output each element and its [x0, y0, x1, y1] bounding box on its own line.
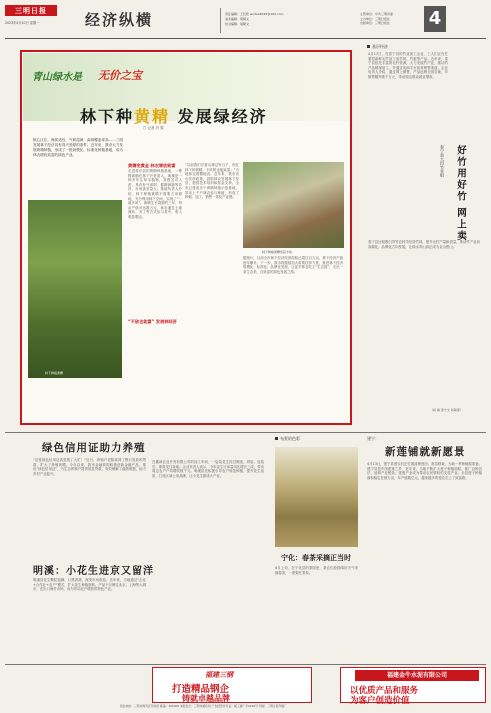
- date-line: 2023年4月10日 星期一: [5, 21, 40, 25]
- green-credit-body: “这张绿色信用证真是帮了大忙！”近日，养殖户老陈拿到了银行发放的贷款，扩大了养殖规模。今年以来，我市金融机构积极创新金融产品，推出“绿色信用证”，为生态养殖户提供低息贷款，有效缓解了融资难题，助力乡村产业振兴。: [33, 458, 146, 476]
- banner-slogan-left: 青山绿水是: [32, 72, 82, 83]
- feature-byline: □ 记者 冯 黎: [143, 126, 164, 130]
- cement-ad-logo: 福建金牛水泥有限公司: [355, 670, 479, 681]
- masthead-logo: 三明日报: [5, 5, 57, 16]
- left-photo-caption: 林下种植黄精: [45, 371, 64, 375]
- subhead-2: “不砍也能富” 发展林经济: [128, 319, 177, 324]
- right-article-body: 4月17日，在泰宁县的竹业加工企业，工人们正在忙着将新鲜毛竹加工成竹筷、竹板等产品。近年来，泰宁县依托丰富的毛竹资源，大力发展竹产业，推动竹产品精深加工，并通过电商平台拓宽销售渠道。企业负责人介绍，通过网上销售，产品远销全国各地，年销售额突破千万元，带动周边群众就业增收。: [368, 52, 448, 79]
- header-rule: [5, 38, 486, 39]
- steel-ad-line-1: 打造精品钢企: [172, 684, 230, 695]
- right-article-signature: （杨 峰 泰宁文 杨敏等）: [430, 408, 463, 412]
- page-footer: 报社地址：三明市梅列区列东街 邮编：365000 本报发行：三明市邮政局 广告经营许可证：闽工商广字0016号 印刷：三明日报印刷厂: [120, 704, 287, 708]
- feature-headline: [80, 104, 268, 127]
- section-rule: [5, 432, 486, 433]
- editor-line-2: 美术编辑：胡顺文: [225, 17, 250, 21]
- right-article-title: 好竹用好竹 网上卖: [455, 145, 466, 243]
- publisher-info: [360, 12, 393, 26]
- forest-photo-left: [28, 200, 122, 378]
- feature-column-2: “以前我们守着山林过穷日子，现在林下种黄精，不砍树也能致富。”当地林农感慨地说。近年来，我市出台扶持政策，鼓励林农发展林下经济，提供技术培训和资金支持。全市已建成多个黄精种植示范基地，带动上千户林农参与种植，形成了种植、加工、销售一体化产业链。: [185, 163, 239, 200]
- photo-section-tag: 布景的色彩: [275, 436, 300, 442]
- steel-ad-logo: 福建三钢: [205, 670, 233, 679]
- tea-photo-title: 宁化：春茶采摘正当时: [281, 553, 351, 562]
- steel-ad-line-2: 铸就卓越品牌: [182, 693, 230, 703]
- page-number: 4: [424, 6, 446, 32]
- lotus-article-body: 4月13日，建宁县莲农们正忙着清理莲田、育苗移栽，为新一季种植做准备。建宁县是中国建莲之乡，近年来，当地不断扩大莲子种植面积，推广良种良法，延伸产业链条，建莲产业成为带动农民增收的支柱产业。全县莲子种植面积稳定在数万亩，年产值数亿元，越来越多的莲农走上了致富路。: [367, 462, 482, 480]
- subhead-1: 黄精变黄金 林农增收致富: [128, 163, 176, 168]
- header-divider: [220, 8, 221, 33]
- jianning-tag: 建宁：: [367, 436, 379, 441]
- headline-part-a: 林下种: [80, 107, 135, 126]
- cement-ad-line-1: 以优质产品和服务: [350, 686, 419, 696]
- lotus-article-title: 新莲铺就新愿景: [385, 446, 466, 458]
- right-photo-caption: 林下种植黄精喜获丰收: [262, 250, 293, 254]
- publisher-line-2: 主办单位：三明日报社: [360, 16, 391, 21]
- tea-harvest-photo: [275, 447, 358, 547]
- editor-line-3: 校对编辑：胡顺文: [225, 22, 250, 26]
- publisher-line-3: 出版单位：三明日报社: [360, 21, 391, 26]
- right-article-subtitle: 泰宁县大田竹业组: [440, 145, 445, 177]
- peanut-article-title: 明溪：小花生进京又留洋: [33, 566, 154, 577]
- green-credit-title: 绿色信用证助力养殖: [42, 442, 146, 454]
- cement-ad-line-2: 为客户创造价值: [350, 696, 410, 706]
- peanut-article-continued: 在鑫润农业开发有限公司的加工车间，一袋袋花生经过筛选、烘焙、包装后，即将发往各地。企业负责人表示，今年花生订单量同比增长三成，带动周边农户户均增收数千元。明溪县还积极引导农户规范种植，提升花生品质，打造区域公用品牌，让小花生做成大产业。: [152, 460, 264, 478]
- feature-column-3: 据统计，目前全市林下经济经营面积已超过百万亩，林下经济产值逐年攀升。下一步，我市将继续加大政策扶持力度，推进林下经济规模化、标准化、品牌化发展，让更多林农吃上“生态饭”，走出一条生态美、百姓富的绿色发展之路。: [243, 256, 343, 274]
- headline-part-b: 发展绿经济: [177, 107, 268, 126]
- headline-highlight: 黄精: [134, 107, 171, 126]
- publisher-line-1: 主管单位：中共三明市委: [360, 12, 394, 16]
- feature-column-1: [128, 163, 182, 373]
- section-title: 经济纵横: [85, 11, 154, 29]
- ad-rule: [5, 664, 486, 665]
- column-1-text: 走进将乐县的黄精种植基地，一株株黄精在林下长势喜人。黄精是一种多年生草本植物，其根茎可入药，具有补气养阴、健脾润肺等功效，市场需求量大。基地负责人介绍，林下种植黄精不需要占用耕地，充分利用林下空间，实现了“一地多用”。黄精生长周期约三年，每亩产值可达数万元，林农通过土地流转、务工等方式参与其中，收入明显增加。: [128, 169, 182, 219]
- right-article-body-2: 泰宁县还积极引导竹农科学经营竹林，提升毛竹产量和质量，推动竹产业向高端化、品牌化方向发展，让绿水青山真正成为金山银山。: [368, 240, 480, 249]
- editor-info: [225, 12, 283, 27]
- tea-photo-caption: 4月上旬，在宁化县的茶园里，茶农们抢抓晴好天气采摘春茶，一派繁忙景象。: [275, 566, 358, 575]
- right-section-tag: 基层经济: [367, 44, 388, 50]
- feature-lead: 核心区位，海拔适宜，气候湿润，森林覆盖率高……三明发展林下经济具有得天独厚的条件。近年来，我市大力发展黄精种植，形成了一批规模化、标准化种植基地，成为林农增收致富的绿色产业。: [33, 138, 123, 157]
- harvest-photo-right: [243, 162, 344, 248]
- peanut-article-body: 明溪县花生颗粒饱满、口感香甜，深受市场欢迎。近年来，当地通过“企业+合作社+农户”模式，扩大花生种植面积，产品不仅销往北京、上海等大城市，还出口海外市场，成为带动农户增收的特色产业。: [33, 578, 146, 592]
- editor-line-1: 责任编辑：王钰欣 wcrbw2022@163.com: [225, 12, 284, 16]
- banner-slogan-right: 无价之宝: [98, 69, 142, 82]
